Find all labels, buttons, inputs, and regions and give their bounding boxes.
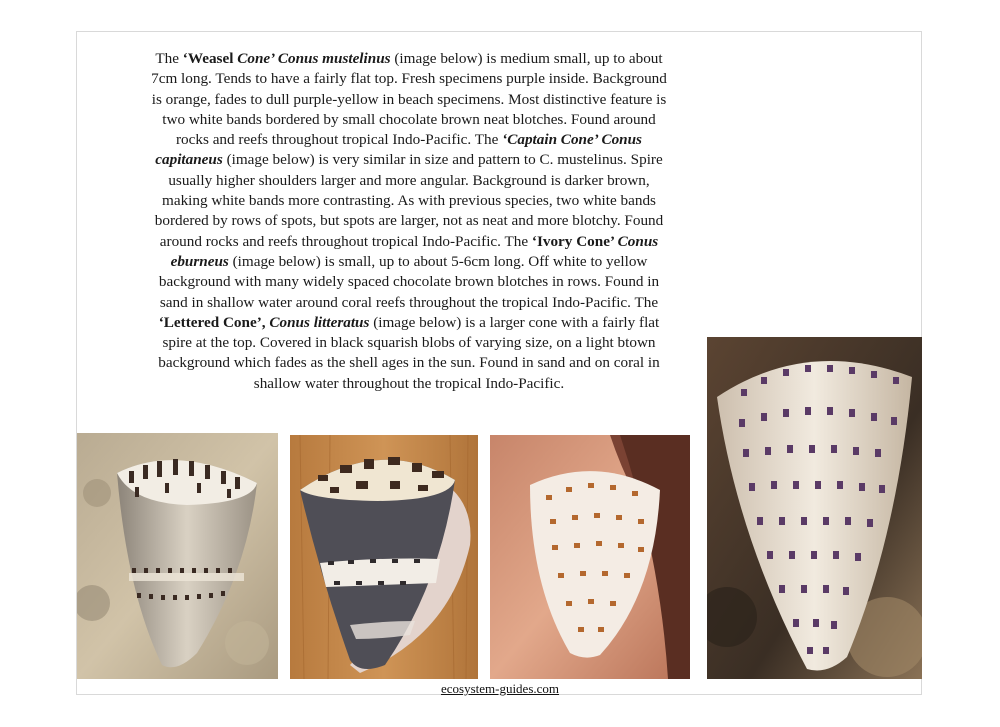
lettered-cone-photo [707,337,922,679]
footer-link[interactable]: ecosystem-guides.com [440,681,560,696]
weasel-cone-name: ‘Weasel [182,50,238,67]
weasel-cone-photo [77,433,278,679]
ivory-cone-name: ‘Ivory Cone’ [531,232,618,250]
captain-cone-photo [290,435,478,679]
ivory-cone-photo [490,435,690,679]
weasel-cone-scientific-name: Cone’ Conus mustelinus [237,50,391,67]
lettered-cone-name: ‘Lettered Cone’, [158,313,270,331]
ivory-cone-scientific-name: Conus eburneus [170,232,659,270]
captain-cone-name: ‘Captain Cone’ Conus capitaneus [155,131,642,169]
text-run: (image below) is a larger cone with a fairly flat spire at the top. Covered in black squarish blobs of varying size, on a light btown background which fades as the shell ages in the sun. Found in sand and on coral in shallow water throughout the tropical Indo-Pacific. [158,313,660,392]
text-run: (image below) is medium small, up to about 7cm long. Tends to have a fairly flat top. Fresh specimens purple inside. Background is orange, fades to dull purple-yellow in beach specimens. Most distinctive feature is two white bands bordered by small chocolate brown neat blotches. Found around rocks and reefs throughout tropical Indo-Pacific. The [151,50,667,149]
species-description-paragraph [150,49,668,394]
text-run: The [155,50,183,67]
text-run: (image below) is small, up to about 5-6cm long. Off white to yellow background with many widely spaced chocolate brown blotches in rows. Found in sand in shallow water around coral reefs throughout the tropical Indo-Pacific. The [158,252,660,311]
lettered-cone-scientific-name: Conus litteratus [269,313,370,331]
text-run: (image below) is very similar in size and pattern to C. mustelinus. Spire usually higher shoulders larger and more angular. Background is darker brown, making white bands more contrasting. As with previous species, two white bands bordered by rows of spots, but spots are larger, not as neat and more blotchy. Found around rocks and reefs throughout tropical Indo-Pacific. The [154,151,664,250]
